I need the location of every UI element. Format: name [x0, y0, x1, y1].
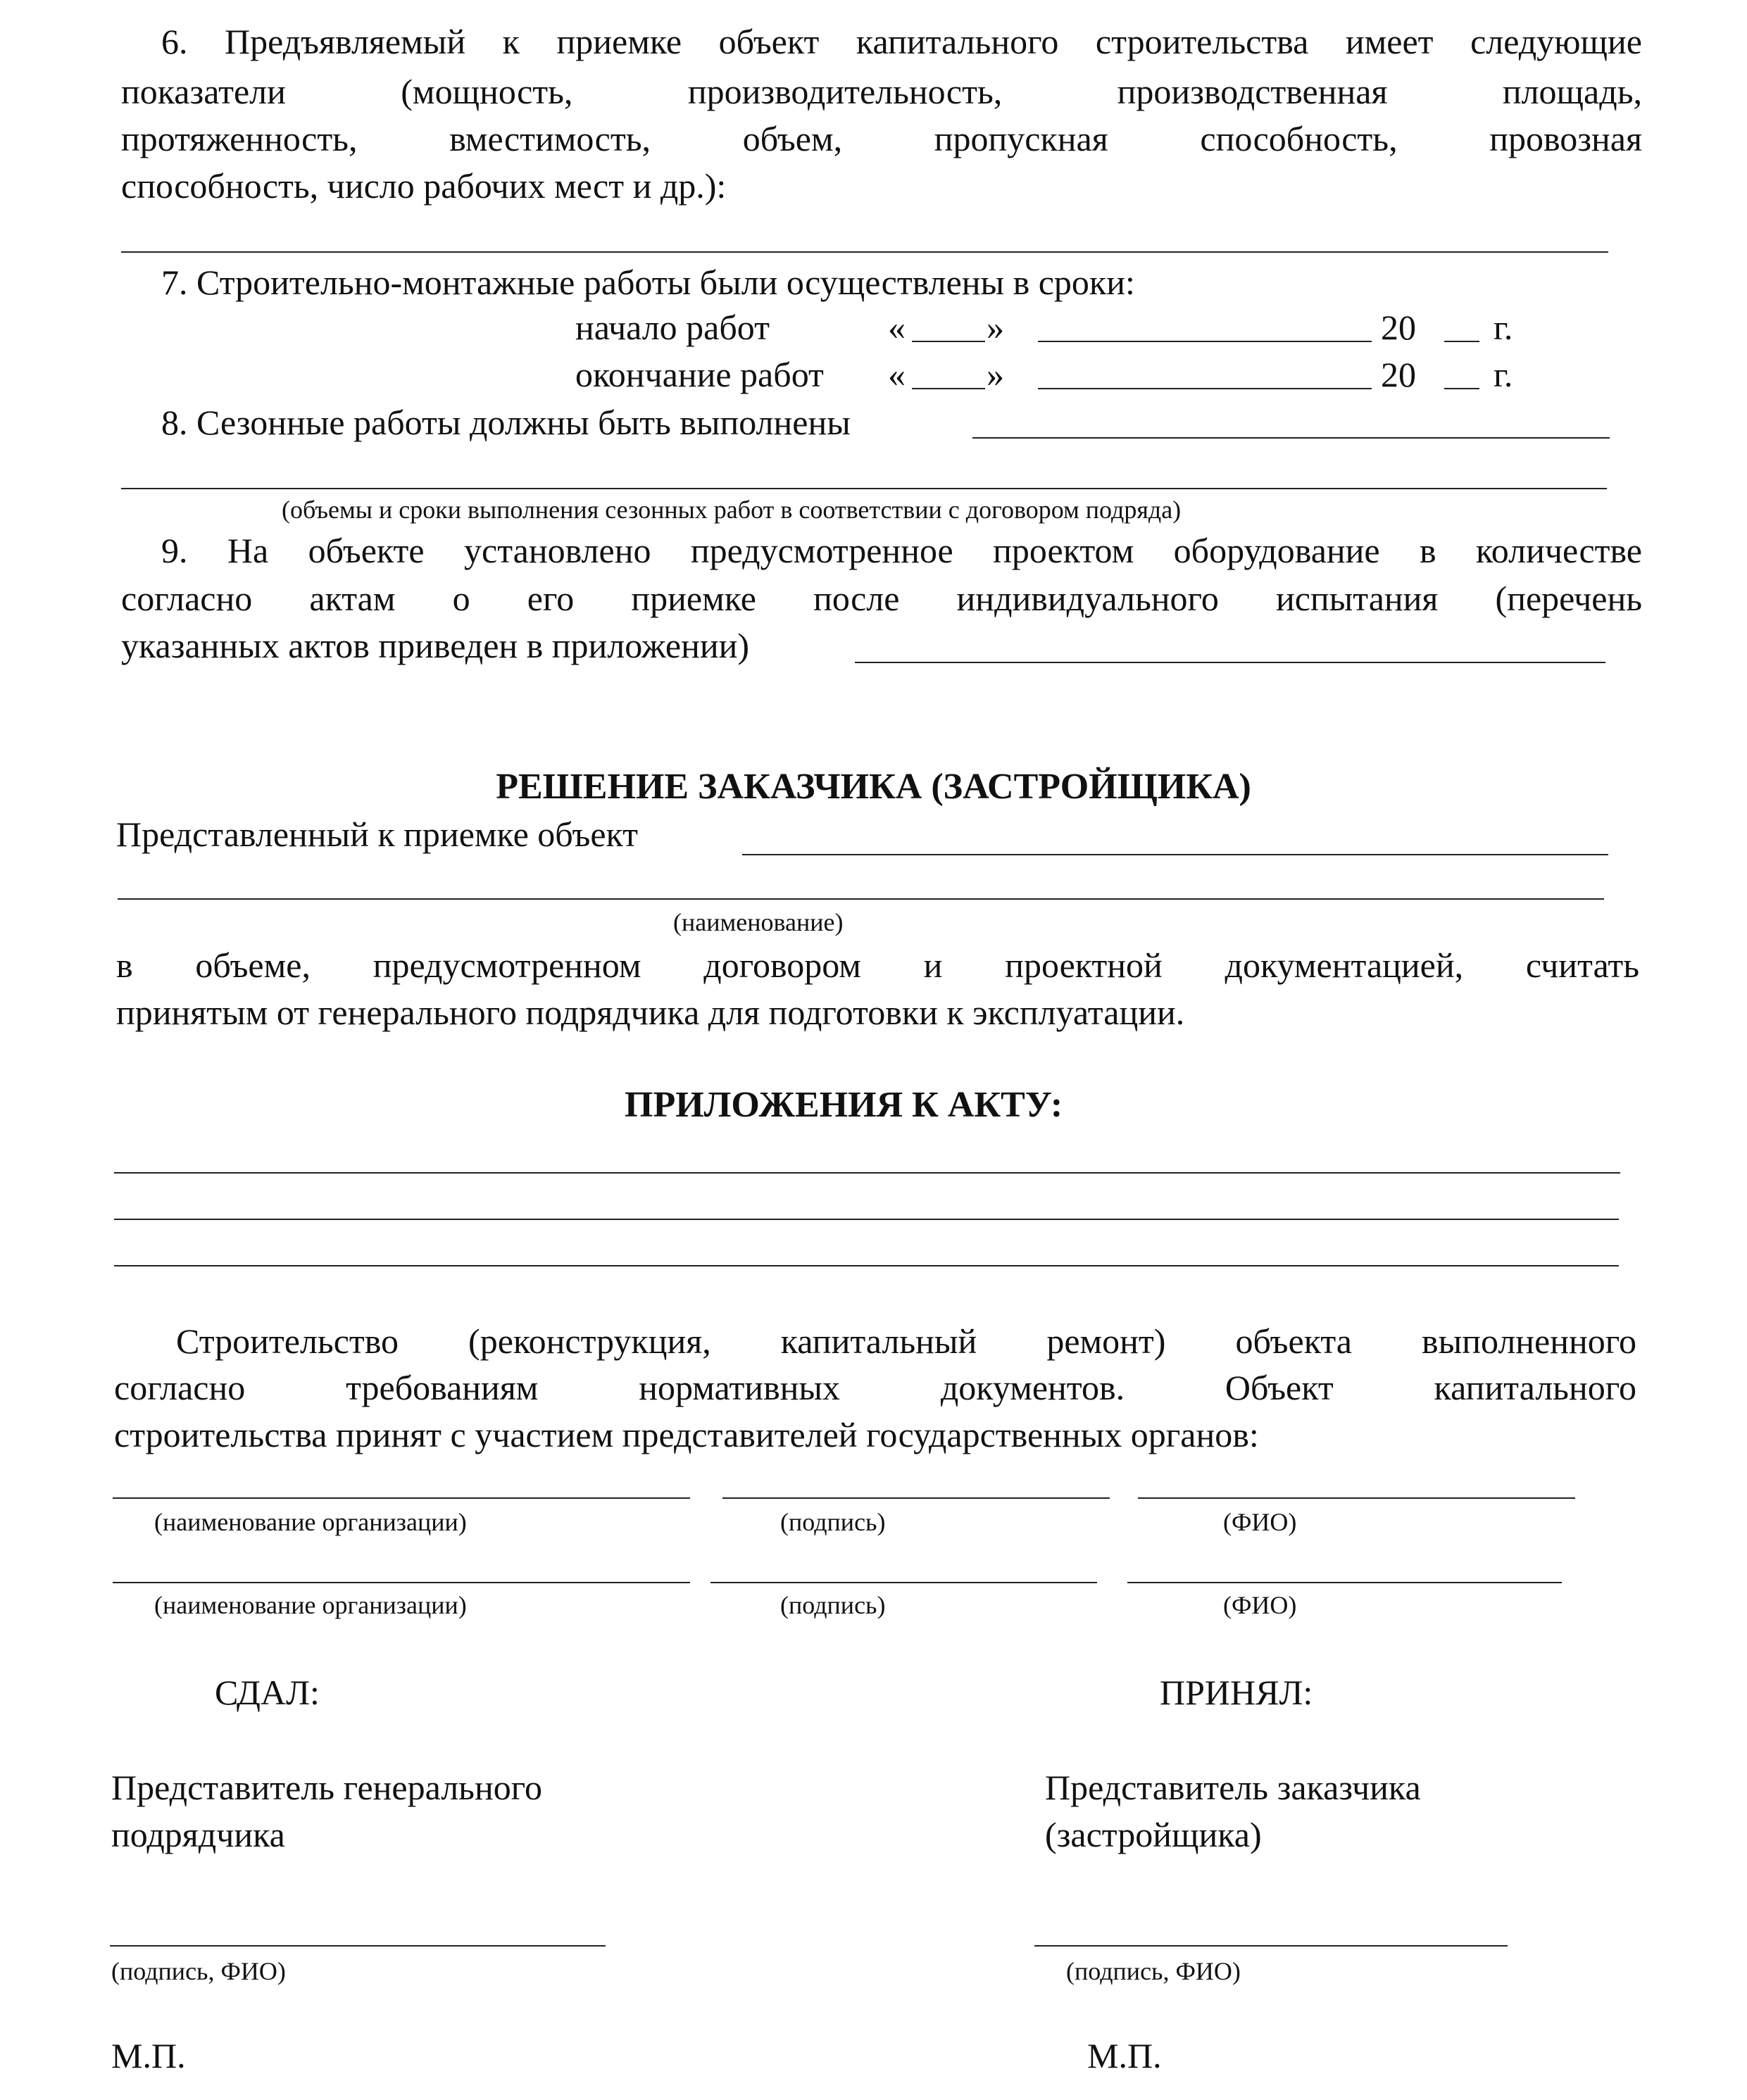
work-end-quote-open: « [888, 355, 906, 394]
item6-line1: 6. Предъявляемый к приемке объект капитального строительства имеет следующие [161, 22, 1642, 61]
work-end-month-field[interactable] [1038, 388, 1372, 389]
work-start-month-field[interactable] [1038, 341, 1372, 342]
item8-caption: (объемы и сроки выполнения сезонных работ в соответствии с договором подряда) [282, 496, 1182, 524]
item6-line2: показатели (мощность, производительность, производственная площадь, [121, 72, 1642, 111]
decision-name-caption: (наименование) [673, 908, 844, 936]
gave-signature-field[interactable] [110, 1945, 606, 1947]
construction-line1: Строительство (реконструкция, капитальный ремонт) объекта выполненного [176, 1321, 1636, 1361]
item8-text: 8. Сезонные работы должны быть выполнены [161, 403, 851, 442]
work-start-day-field[interactable] [912, 341, 985, 342]
appendix-line-3[interactable] [114, 1265, 1619, 1266]
item9-line3: указанных актов приведен в приложении) [121, 626, 749, 665]
fio-field-1[interactable] [1138, 1497, 1575, 1499]
work-start-quote-close: » [987, 308, 1004, 347]
org-field-2[interactable] [113, 1582, 690, 1583]
appendix-line-1[interactable] [114, 1172, 1620, 1174]
took-title: ПРИНЯЛ: [1160, 1673, 1313, 1712]
item6-fill-line[interactable] [121, 251, 1608, 253]
org-caption-2: (наименование организации) [154, 1591, 467, 1619]
appendix-line-2[interactable] [114, 1219, 1619, 1220]
item9-fill-line[interactable] [855, 662, 1605, 663]
construction-line3: строительства принят с участием представителей государственных органов: [114, 1415, 1259, 1454]
sign-field-1[interactable] [722, 1497, 1110, 1499]
work-start-year-suffix: г. [1494, 308, 1513, 347]
item7-heading: 7. Строительно-монтажные работы были осуществлены в сроки: [161, 263, 1135, 302]
work-end-day-field[interactable] [912, 388, 985, 389]
work-start-quote-open: « [888, 308, 906, 347]
stamp-left: М.П. [111, 2036, 186, 2075]
sign-caption-1: (подпись) [780, 1508, 886, 1536]
work-end-quote-close: » [987, 355, 1004, 394]
decision-object-label: Представленный к приемке объект [116, 815, 638, 854]
stamp-right: М.П. [1087, 2036, 1162, 2075]
decision-line2: принятым от генерального подрядчика для подготовки к эксплуатации. [116, 993, 1185, 1032]
took-signature-field[interactable] [1034, 1945, 1508, 1947]
fio-caption-2: (ФИО) [1223, 1591, 1297, 1619]
item8-fill-line-2[interactable] [121, 488, 1607, 489]
fio-caption-1: (ФИО) [1223, 1508, 1297, 1536]
gave-title: СДАЛ: [215, 1673, 320, 1712]
item9-line2: согласно актам о его приемке после индивидуального испытания (перечень [121, 579, 1642, 618]
item8-fill-line-1[interactable] [972, 437, 1610, 439]
work-start-year-prefix: 20 [1381, 308, 1416, 347]
took-rep-line2: (застройщика) [1045, 1815, 1262, 1854]
work-start-label: начало работ [575, 308, 770, 347]
sign-caption-2: (подпись) [780, 1591, 886, 1619]
item6-line3: протяженность, вместимость, объем, пропускная способность, провозная [121, 119, 1642, 158]
gave-signature-caption: (подпись, ФИО) [111, 1957, 286, 1985]
decision-title: РЕШЕНИЕ ЗАКАЗЧИКА (ЗАСТРОЙЩИКА) [496, 767, 1251, 807]
decision-line1: в объеме, предусмотренном договором и проектной документацией, считать [116, 945, 1639, 985]
gave-rep-line2: подрядчика [111, 1815, 285, 1854]
org-caption-1: (наименование организации) [154, 1508, 467, 1536]
item6-line4: способность, число рабочих мест и др.): [121, 166, 727, 206]
work-end-year-field[interactable] [1444, 388, 1479, 389]
appendix-title: ПРИЛОЖЕНИЯ К АКТУ: [625, 1085, 1063, 1125]
took-rep-line1: Представитель заказчика [1045, 1768, 1421, 1807]
work-end-year-suffix: г. [1494, 355, 1513, 394]
work-end-year-prefix: 20 [1381, 355, 1416, 394]
org-field-1[interactable] [113, 1497, 690, 1499]
work-start-year-field[interactable] [1444, 341, 1479, 342]
fio-field-2[interactable] [1127, 1582, 1562, 1583]
item9-line1: 9. На объекте установлено предусмотренное проектом оборудование в количестве [161, 531, 1642, 570]
decision-object-field-1[interactable] [742, 854, 1608, 855]
gave-rep-line1: Представитель генерального [111, 1768, 542, 1807]
took-signature-caption: (подпись, ФИО) [1066, 1957, 1241, 1985]
construction-line2: согласно требованиям нормативных документов. Объект капитального [114, 1368, 1636, 1407]
decision-object-field-2[interactable] [118, 898, 1604, 900]
sign-field-2[interactable] [710, 1582, 1097, 1583]
work-end-label: окончание работ [575, 355, 824, 394]
